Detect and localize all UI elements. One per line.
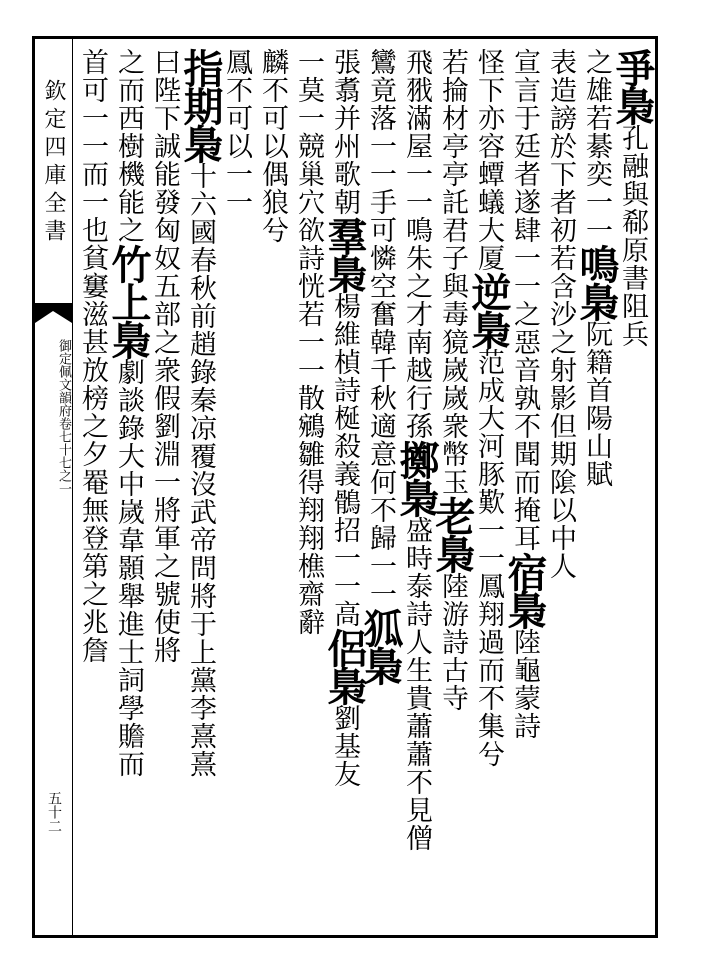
book-series-title: 欽定四庫全書 (41, 79, 66, 247)
text-column (393, 48, 440, 928)
text-run: 十六國春秋前趙錄秦凉覆沒武帝問將于上黨李熹熹 (185, 162, 216, 778)
text-run: 鳳不可以一一 (221, 48, 252, 216)
text-run: 表造謗於下者初若含沙之射影但期隂以中人 (545, 48, 576, 580)
headword: 羣梟 (321, 216, 368, 292)
headword: 指期梟 (177, 48, 224, 162)
text-run: 張翥并州歌朝 (329, 48, 360, 216)
text-run: 曰陛下誠能發匈奴五部之衆假劉淵一將軍之號使將 (149, 48, 180, 664)
headword: 侶梟 (321, 628, 368, 704)
text-run: 陸游詩古寺 (437, 572, 468, 712)
text-run: 劉基友 (329, 704, 360, 788)
text-column (290, 48, 326, 928)
text-column (74, 48, 110, 928)
text-run: 范成大河豚歎一一 (473, 348, 504, 572)
text-columns (74, 48, 656, 928)
text-run: 宣言于廷者遂肆一一之惡音孰不聞而掩耳 (509, 48, 540, 552)
text-column (465, 48, 512, 928)
text-run: 之雄若綦奕一一 (581, 48, 612, 244)
text-run: 孔融與郗原書阻兵 (617, 124, 648, 348)
text-run: 盛時泰詩人生貴 (401, 516, 432, 712)
text-run: 陸龜蒙詩 (509, 628, 540, 740)
volume-title: 御定佩文韻府卷七十七之一 (56, 339, 71, 495)
text-column (573, 48, 620, 928)
text-run: 鳳翔過而不集兮 (473, 572, 504, 768)
text-column (321, 48, 368, 928)
headword: 狐梟 (357, 608, 404, 684)
text-column (609, 48, 656, 928)
text-run: 楊維楨詩梴殺義鶻招一一高 (329, 292, 360, 628)
text-run: 蕭蕭不見僧 (401, 712, 432, 852)
text-run: 樵齋辭 (293, 552, 324, 636)
text-run: 之而西樹機能之 (113, 48, 144, 244)
fishtail-mark-icon (35, 303, 72, 327)
margin-divider (72, 39, 73, 935)
text-run: 鸞竟落一一手可憐空奮韓千秋 (365, 48, 396, 412)
headword: 逆梟 (465, 272, 512, 348)
text-column (105, 48, 152, 928)
margin-strip (35, 39, 72, 935)
text-column (357, 48, 404, 928)
text-column (218, 48, 254, 928)
text-run: 阮籍首陽山賦 (581, 320, 612, 488)
text-run: 麟不可以偶狼兮 (257, 48, 288, 244)
text-run: 一莫一競巢穴 (293, 48, 324, 216)
text-run: 怪下亦容蟫蟻大厦 (473, 48, 504, 272)
text-run: 欲詩恍若一一散鵷雛得翔翔 (293, 216, 324, 552)
page-number: 五十二 (46, 791, 62, 833)
text-column (501, 48, 548, 928)
text-run: 貧窶滋甚放榜之夕罨無登第之兆詹 (77, 244, 108, 664)
text-column (254, 48, 290, 928)
text-column (177, 48, 224, 928)
text-run: 劇談錄大中嵗韋顥舉進士詞學贍而 (113, 358, 144, 778)
headword: 擲梟 (393, 440, 440, 516)
text-run: 若掄材亭亭託君子 (437, 48, 468, 272)
text-run: 首可一一而一也 (77, 48, 108, 244)
text-run: 與毒獍嵗嵗衆幣玉 (437, 272, 468, 496)
text-column (146, 48, 182, 928)
headword: 宿梟 (501, 552, 548, 628)
headword: 老梟 (429, 496, 476, 572)
headword: 竹上梟 (105, 244, 152, 358)
text-run: 飛𦐂滿屋一一鳴朱之才南越行孫 (401, 48, 432, 440)
text-run: 適意何不歸一一 (365, 412, 396, 608)
text-column (542, 48, 578, 928)
headword: 爭梟 (609, 48, 656, 124)
headword: 鳴梟 (573, 244, 620, 320)
